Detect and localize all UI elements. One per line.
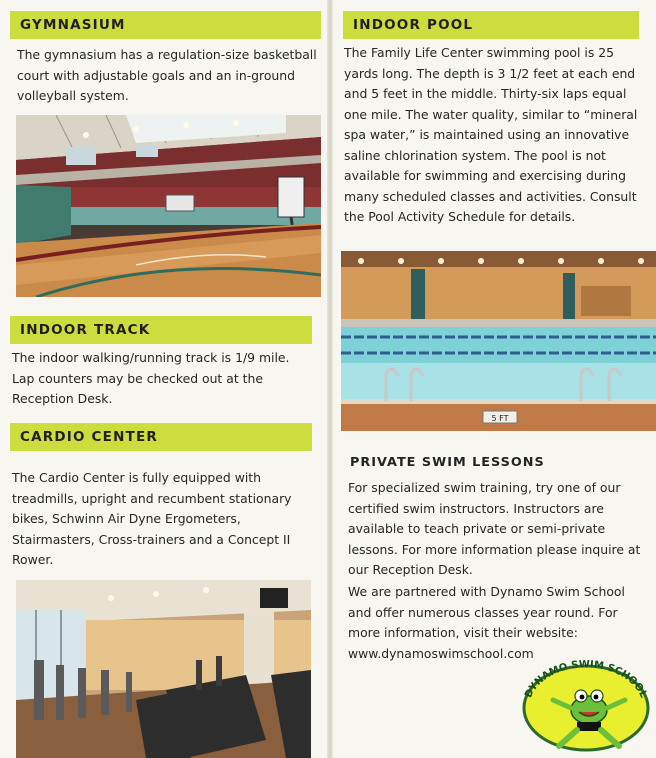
private-swim-lessons-heading: PRIVATE SWIM LESSONS — [350, 455, 545, 470]
gymnasium-photo — [16, 115, 321, 297]
cardio-center-photo — [16, 580, 311, 758]
depth-marker-text: 5 FT — [491, 414, 509, 423]
dynamo-website-link[interactable]: www.dynamoswimschool.com — [348, 646, 534, 661]
indoor-track-heading: INDOOR TRACK — [10, 316, 312, 344]
cardio-center-text: The Cardio Center is fully equipped with treadmills, upright and recumbent stationary bikes, Schwinn Air Dyne Ergometers, Stairmasters, Cross-trainers and a Concept II Rower. — [12, 470, 292, 567]
private-swim-lessons-text: For specialized swim training, try one of our certified swim instructors. Instructors are available to teach private or semi-private lessons. For more information please inquire at our Reception Desk. — [348, 480, 641, 577]
indoor-track-text: The indoor walking/running track is 1/9 mile. Lap counters may be checked out at the Reception Desk. — [12, 350, 290, 406]
cardio-center-heading: CARDIO CENTER — [10, 423, 312, 451]
gymnasium-heading: GYMNASIUM — [10, 11, 321, 39]
indoor-pool-text: The Family Life Center swimming pool is 25 yards long. The depth is 3 1/2 feet at each end and 5 feet in the middle. Thirty-six laps equal one mile. The water quality, similar to “mineral spa water,” is maintained using an innovative saline chlorination system. The pool is not available for swimming and exercising during many scheduled classes and activities. Consult the Pool Activity Schedule for details. — [344, 45, 638, 224]
partner-text: We are partnered with Dynamo Swim School and offer numerous classes year round. For more information, visit their website: — [348, 584, 625, 640]
indoor-pool-heading: INDOOR POOL — [343, 11, 639, 39]
indoor-pool-photo — [341, 251, 656, 431]
dynamo-swim-school-logo — [519, 660, 652, 752]
page-fold — [327, 0, 333, 758]
logo-text: DYNAMO SWIM SCHOOL — [523, 660, 649, 700]
gymnasium-text: The gymnasium has a regulation-size basketball court with adjustable goals and an in-ground volleyball system. — [17, 47, 317, 103]
